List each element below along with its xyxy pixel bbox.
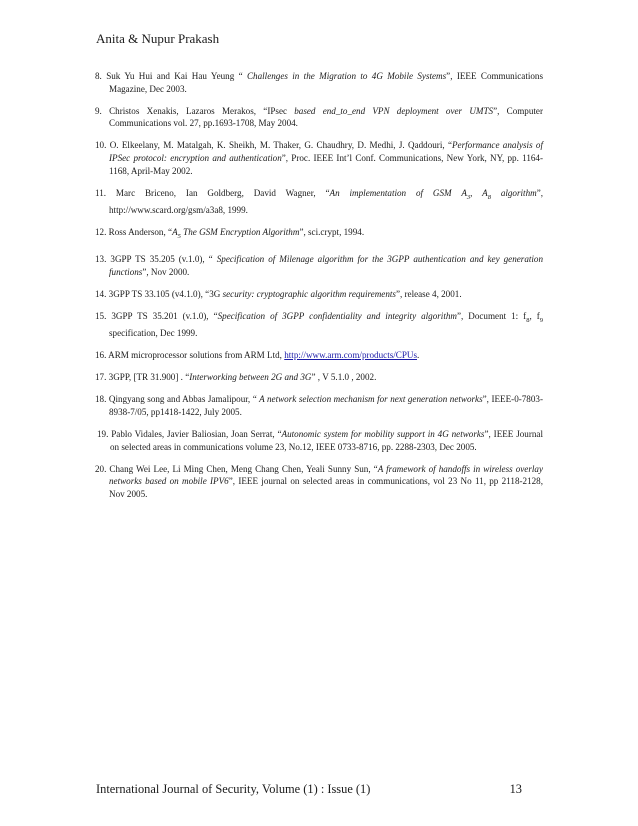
reference-item: 12. Ross Anderson, “$A_5$ The GSM Encryption Algorithm”, sci.crypt, 1994. — [95, 227, 365, 241]
reference-item: 8. Suk Yu Hui and Kai Hau Yeung “ Challenges in the Migration to 4G Mobile Systems”, IEEE Communications Magazine, Dec 2003. — [95, 71, 544, 94]
reference-item: 18. Qingyang song and Abbas Jamalipour, “ A network selection mechanism for next generation networks”, IEEE-0-7803-8938-7/05, pp1418-1422, July 2005. — [95, 394, 543, 418]
page-footer — [96, 782, 522, 797]
reference-item: 9. Christos Xenakis, Lazaros Merakos, “IPsec based end_to_end VPN deployment over UMTS”, Computer Communications vol. 27, pp.1693-1708, May 2004. — [95, 105, 543, 129]
reference-item: 17. 3GPP, [TR 31.900] . “Interworking between 2G and 3G” , V 5.1.0 , 2002. — [95, 372, 377, 383]
journal-name: International Journal of Security, Volume (1) : Issue (1) — [96, 782, 371, 796]
reference-item: 16. ARM microprocessor solutions from ARM Ltd, http://www.arm.com/products/CPUs. — [95, 350, 420, 361]
reference-item: 11. Marc Briceno, Ian Goldberg, David Wagner, “An implementation of GSM $A_3$, $A_8$ algorithm”, http://www.scard.org/gsm/a3a8, 1999. — [95, 187, 543, 216]
reference-item: 14. 3GPP TS 33.105 (v4.1.0), “3G security: cryptographic algorithm requirements”, release 4, 2001. — [95, 288, 462, 299]
reference-item: 15. 3GPP TS 35.201 (v.1.0), “Specification of 3GPP confidentiality and integrity algorithm”, Document 1: $f_8$, $f_9$ specification, Dec 1999. — [95, 310, 544, 339]
arm-products-link[interactable]: http://www.arm.com/products/CPUs — [284, 350, 418, 361]
reference-item: 10. O. Elkeelany, M. Matalgah, K. Sheikh, M. Thaker, G. Chaudhry, D. Medhi, J. Qaddouri, “Performance analysis of IPSec protocol: encryption and authentication”, Proc. IEEE Int’l Conf. Communications, New York, NY, pp. 1164-1168, April-May 2002. — [95, 140, 543, 176]
page-number: 13 — [509, 782, 522, 796]
reference-item: 13. 3GPP TS 35.205 (v.1.0), “ Specification of Milenage algorithm for the 3GPP authentication and key generation functions”, Nov 2000. — [95, 254, 544, 277]
reference-item: 19. Pablo Vidales, Javier Baliosian, Joan Serrat, “Autonomic system for mobility support in 4G networks”, IEEE Journal on selected areas in communications volume 23, No.12, IEEE 0733-8716, pp. 2288-2303, Dec 2005. — [97, 429, 543, 452]
reference-list — [95, 70, 543, 510]
running-header: Anita & Nupur Prakash — [96, 31, 220, 46]
reference-item: 20. Chang Wei Lee, Li Ming Chen, Meng Chang Chen, Yeali Sunny Sun, “A framework of handoffs in wireless overlay networks based on mobile IPV6”, IEEE journal on selected areas in communications, vol 23 No 11, pp 2118-2128, Nov 2005. — [95, 463, 543, 500]
